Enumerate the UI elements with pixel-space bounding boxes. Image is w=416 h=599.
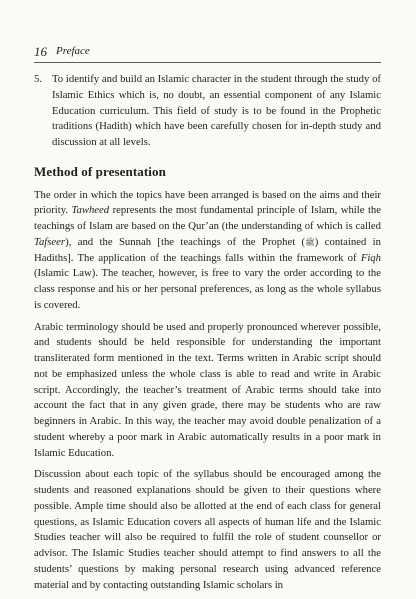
paragraph-order-of-topics	[34, 188, 381, 314]
list-item-text: To identify and build an Islamic character in the student through the study of Islamic Ethics which is, no doubt, an essential component of any Islamic Education curriculum. This field of study is to be found in the Prophetic traditions (Hadith) which have been carefully chosen for in-depth study and discussion at all levels.	[52, 73, 381, 148]
p1-part2: represents the most fundamental principle of Islam, while the teachings of Islam are based on the Qur’an (the understanding of which is called	[34, 204, 381, 232]
term-fiqh: Fiqh	[360, 251, 381, 264]
p1-part1: The order in which the topics have been arranged is based on the aims and their priority.	[34, 188, 381, 217]
term-tawheed: Tawheed	[71, 204, 110, 217]
page-body	[34, 72, 381, 599]
salutation-glyph: ﷺ	[305, 237, 315, 247]
list-item-number: 5.	[34, 73, 43, 85]
paragraph-arabic-terminology: Arabic terminology should be used and properly pronounced wherever possible, and students should be held responsible for understanding the important transliterated form mentioned in the text. Terms written in Arabic script should not be emphasized unless the whole class is able to read and write in Arabic script. Accordingly, the teacher’s treatment of Arabic terms should take into account the fact that in any given grade, there may be students who are raw beginners in Arabic. In this way, the teacher may avoid double penalization of a student whereby a poor mark in Arabic automatically results in a poor mark in Islamic Education.	[34, 320, 381, 459]
header-rule	[34, 62, 381, 63]
running-title: Preface	[56, 45, 90, 57]
p1-part5: (Islamic Law). The teacher, however, is free to vary the order according to the class response and his or her personal preferences, as long as the whole syllabus is covered.	[34, 267, 381, 311]
term-tafseer: Tafseer	[34, 235, 66, 248]
section-heading: Method of presentation	[34, 163, 166, 179]
page-number: 16	[34, 44, 47, 59]
book-page	[34, 0, 381, 593]
paragraph-discussion: Discussion about each topic of the syllabus should be encouraged among the students and reasoned explanations should be given to their questions where possible. Ample time should also be allotted at the end of each class for general questions, as Islamic Education covers all aspects of human life and the Islamic Studies teacher will also be required to fulfil the role of student counsellor or advisor. The Islamic Studies teacher should attempt to find answers to all the students’ questions by making personal research using advanced reference material and by contacting outstanding Islamic scholars in	[34, 468, 381, 591]
page-header	[34, 44, 381, 60]
list-item	[34, 72, 381, 151]
p1-part4: ) contained in Hadiths]. The application of the teachings falls within the framework of	[34, 235, 381, 264]
p1-part3: ), and the Sunnah [the teachings of the Prophet (	[65, 235, 306, 248]
